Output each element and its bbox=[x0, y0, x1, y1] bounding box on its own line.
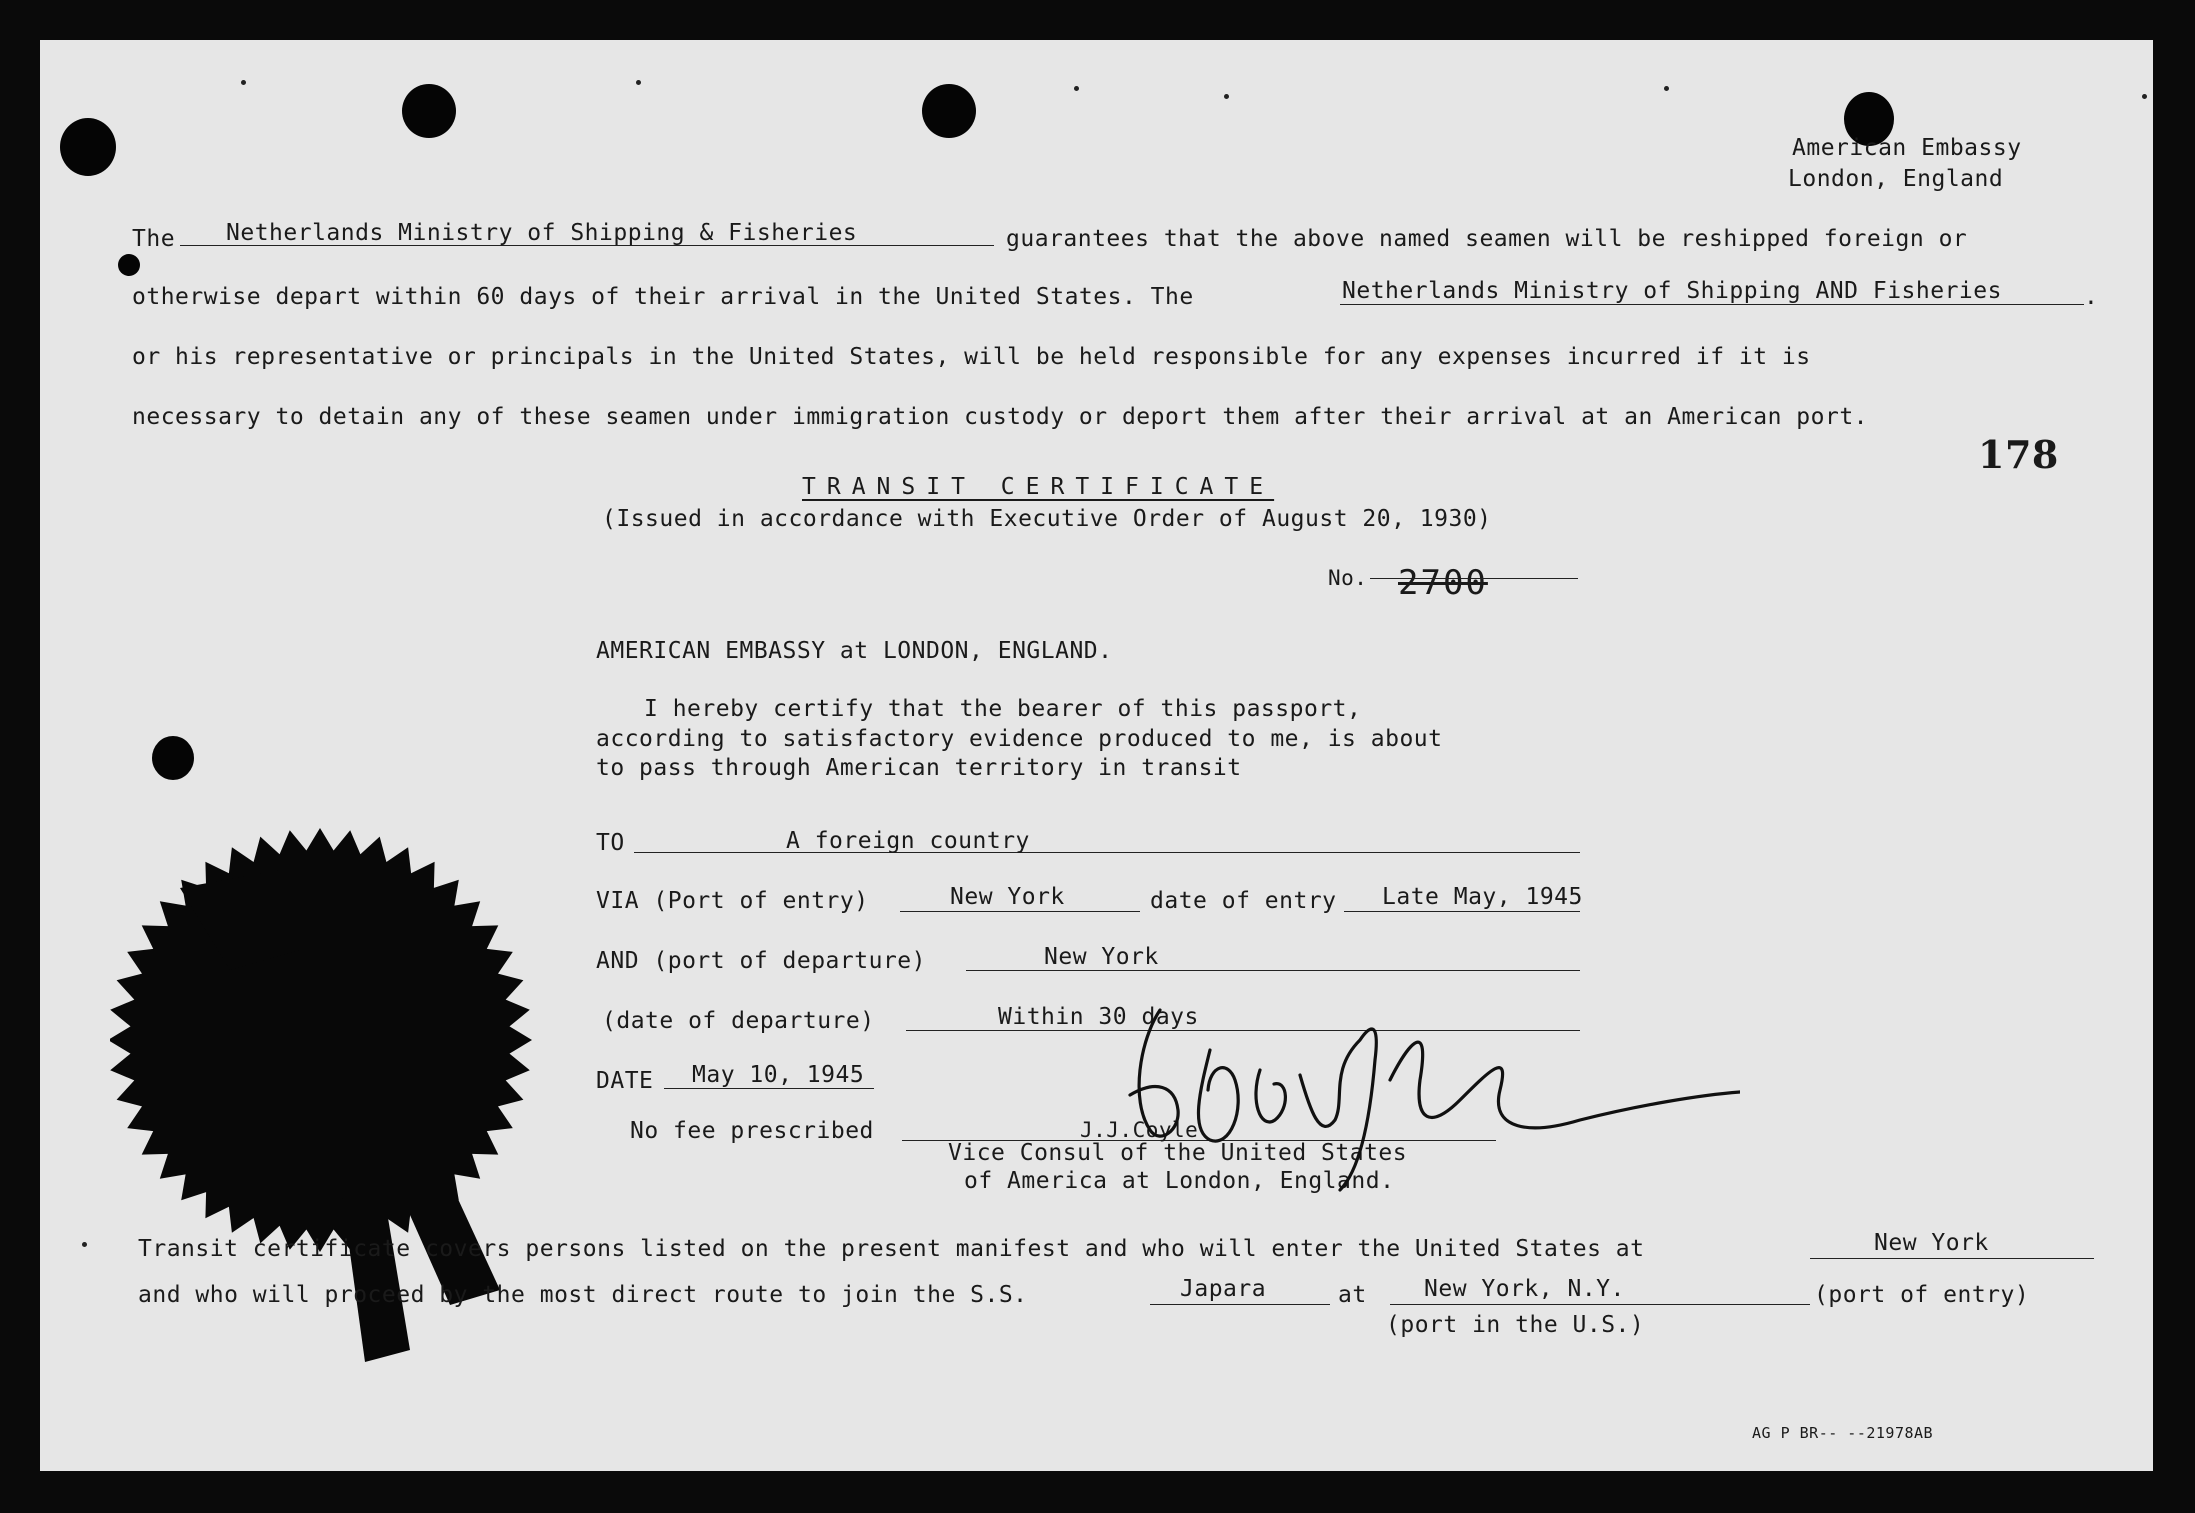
certify-line1: I hereby certify that the bearer of this passport, bbox=[644, 696, 1362, 722]
seal-serrated-disc bbox=[110, 828, 532, 1252]
margin-dot bbox=[1664, 86, 1669, 91]
transit-certificate-document bbox=[40, 40, 2153, 1471]
date-of-departure-label: (date of departure) bbox=[602, 1008, 875, 1034]
guarantor-underline-2 bbox=[1340, 304, 2084, 305]
guarantee-line3: or his representative or principals in the United States, will be held responsible for any expenses incurred if it is bbox=[132, 344, 1811, 370]
embassy-header-line2: London, England bbox=[1788, 166, 2004, 192]
guarantee-line4: necessary to detain any of these seamen under immigration custody or deport them after their arrival at an American port. bbox=[132, 404, 1869, 430]
guarantee-period: . bbox=[2084, 284, 2099, 310]
certificate-subtitle: (Issued in accordance with Executive Order of August 20, 1930) bbox=[602, 506, 1492, 532]
guarantor-underline-1 bbox=[180, 245, 994, 246]
date-label: DATE bbox=[596, 1068, 654, 1094]
to-label: TO bbox=[596, 830, 625, 856]
port-of-departure-label: AND (port of departure) bbox=[596, 948, 926, 974]
footer-port-value: New York bbox=[1874, 1230, 1989, 1256]
punch-hole bbox=[152, 736, 194, 780]
guarantee-line1: guarantees that the above named seamen will be reshipped foreign or bbox=[1006, 226, 1968, 252]
margin-dot bbox=[241, 80, 246, 85]
port-in-us-label: (port in the U.S.) bbox=[1386, 1312, 1645, 1338]
punch-hole bbox=[922, 84, 976, 138]
page-number: 178 bbox=[1978, 432, 2059, 477]
via-underline bbox=[900, 911, 1140, 912]
us-port-underline bbox=[1390, 1304, 1810, 1305]
margin-dot bbox=[636, 80, 641, 85]
footer-port-underline bbox=[1810, 1258, 2094, 1259]
to-value: A foreign country bbox=[786, 828, 1030, 854]
margin-dot bbox=[2142, 94, 2147, 99]
fee-label: No fee prescribed bbox=[630, 1118, 874, 1144]
to-underline bbox=[634, 852, 1580, 853]
certify-line3: to pass through American territory in transit bbox=[596, 755, 1242, 781]
signer-name: J.J.Coyle bbox=[1080, 1118, 1199, 1142]
port-of-departure-underline bbox=[966, 970, 1580, 971]
certify-line2: according to satisfactory evidence produced to me, is about bbox=[596, 726, 1443, 752]
via-value: New York bbox=[950, 884, 1065, 910]
port-of-entry-label: (port of entry) bbox=[1814, 1282, 2030, 1308]
date-of-departure-value: Within 30 days bbox=[998, 1004, 1199, 1030]
margin-dot bbox=[1224, 94, 1229, 99]
certificate-title: TRANSIT CERTIFICATE bbox=[802, 474, 1275, 500]
embassy-header-line1: American Embassy bbox=[1792, 135, 2022, 161]
guarantee-the: The bbox=[132, 226, 176, 252]
date-underline bbox=[664, 1088, 874, 1089]
footer-line2-text: and who will proceed by the most direct route to join the S.S. bbox=[138, 1282, 1028, 1308]
embassy-location-line: AMERICAN EMBASSY at LONDON, ENGLAND. bbox=[596, 638, 1113, 664]
punch-hole bbox=[118, 254, 140, 276]
certificate-number: 2700 bbox=[1398, 563, 1488, 603]
handwritten-signature bbox=[1060, 980, 1740, 1200]
guarantee-line2: otherwise depart within 60 days of their arrival in the United States. The bbox=[132, 284, 1194, 310]
via-label: VIA (Port of entry) bbox=[596, 888, 869, 914]
guarantor-name-1: Netherlands Ministry of Shipping & Fisheries bbox=[226, 220, 858, 246]
signer-title-line1: Vice Consul of the United States bbox=[948, 1140, 1408, 1166]
date-value: May 10, 1945 bbox=[692, 1062, 865, 1088]
ship-name-value: Japara bbox=[1180, 1276, 1267, 1302]
date-of-entry-label: date of entry bbox=[1150, 888, 1337, 914]
punch-hole bbox=[402, 84, 456, 138]
footer-line1-text: Transit certificate covers persons listed on the present manifest and who will enter the United States at bbox=[138, 1236, 1645, 1262]
certificate-number-label: No. bbox=[1328, 566, 1368, 590]
port-of-departure-value: New York bbox=[1044, 944, 1159, 970]
certificate-number-line bbox=[1370, 578, 1578, 579]
punch-hole bbox=[60, 118, 116, 176]
signer-title-line2: of America at London, England. bbox=[964, 1168, 1395, 1194]
us-port-value: New York, N.Y. bbox=[1424, 1276, 1625, 1302]
margin-dot bbox=[1074, 86, 1079, 91]
footer-at-label: at bbox=[1338, 1282, 1367, 1308]
ship-underline bbox=[1150, 1304, 1330, 1305]
margin-dot bbox=[82, 1242, 87, 1247]
form-code: AG P BR-- --21978AB bbox=[1752, 1424, 1934, 1442]
date-of-entry-value: Late May, 1945 bbox=[1382, 884, 1583, 910]
guarantor-name-2: Netherlands Ministry of Shipping AND Fisheries bbox=[1342, 278, 2002, 304]
date-of-entry-underline bbox=[1344, 911, 1580, 912]
